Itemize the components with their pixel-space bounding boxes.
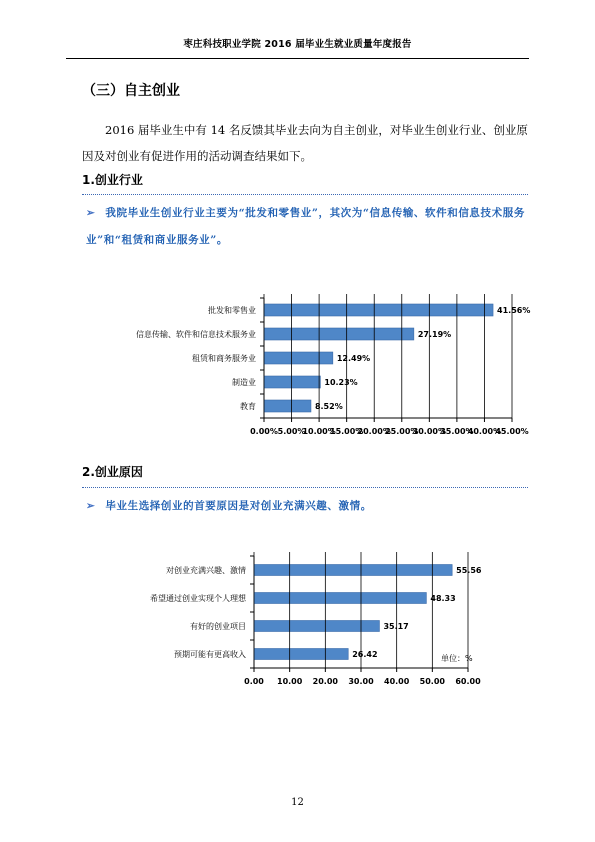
category-label: 批发和零售业 bbox=[208, 306, 256, 315]
bar bbox=[264, 376, 320, 388]
category-label: 租赁和商务服务业 bbox=[192, 354, 256, 363]
reason-bar-chart bbox=[150, 552, 482, 686]
tick-label: 40.00 bbox=[384, 677, 410, 686]
part1-title: 1.创业行业 bbox=[82, 173, 143, 187]
part2-title: 2.创业原因 bbox=[82, 465, 143, 479]
industry-bar-chart bbox=[136, 294, 530, 436]
tick-label: 20.00% bbox=[357, 427, 391, 436]
bar bbox=[254, 593, 426, 604]
bar bbox=[264, 400, 311, 412]
category-label: 信息传输、软件和信息技术服务业 bbox=[136, 330, 256, 339]
tick-label: 60.00 bbox=[455, 677, 481, 686]
category-label: 预期可能有更高收入 bbox=[174, 650, 246, 659]
data-label: 48.33 bbox=[430, 594, 456, 603]
data-label: 27.19% bbox=[417, 330, 452, 339]
bar bbox=[264, 328, 414, 340]
tick-label: 15.00% bbox=[330, 427, 364, 436]
arrow-bullet-icon: ➢ bbox=[86, 207, 96, 219]
tick-label: 30.00 bbox=[348, 677, 374, 686]
data-label: 55.56 bbox=[456, 566, 482, 575]
unit-label: 单位：% bbox=[441, 654, 473, 663]
tick-label: 50.00 bbox=[419, 677, 445, 686]
bar bbox=[264, 352, 333, 364]
data-label: 35.17 bbox=[383, 622, 409, 631]
tick-label: 35.00% bbox=[440, 427, 474, 436]
bar bbox=[264, 304, 493, 316]
data-label: 8.52% bbox=[314, 402, 343, 411]
tick-label: 20.00 bbox=[312, 677, 338, 686]
tick-label: 0.00 bbox=[244, 677, 264, 686]
data-label: 10.23% bbox=[324, 378, 358, 387]
part1-note-text: 我院毕业生创业行业主要为“批发和零售业”，其次为“信息传输、软件和信息技术服务业”和“租赁和商业服务业”。 bbox=[86, 207, 525, 246]
section-title: （三）自主创业 bbox=[82, 83, 180, 99]
bar bbox=[254, 649, 348, 660]
data-label: 41.56% bbox=[497, 306, 531, 315]
category-label: 有好的创业项目 bbox=[190, 622, 246, 631]
tick-label: 10.00% bbox=[302, 427, 336, 436]
data-label: 12.49% bbox=[336, 354, 371, 363]
page-number: 12 bbox=[291, 797, 304, 808]
tick-label: 0.00% bbox=[250, 427, 278, 436]
category-label: 希望通过创业实现个人理想 bbox=[150, 594, 246, 603]
tick-label: 25.00% bbox=[385, 427, 419, 436]
part2-note-text: 毕业生选择创业的首要原因是对创业充满兴趣、激情。 bbox=[105, 500, 372, 512]
category-label: 教育 bbox=[240, 402, 256, 411]
category-label: 对创业充满兴趣、激情 bbox=[166, 566, 246, 575]
tick-label: 45.00% bbox=[495, 427, 529, 436]
tick-label: 5.00% bbox=[277, 427, 306, 436]
category-label: 制造业 bbox=[232, 378, 256, 387]
page-header: 枣庄科技职业学院 2016 届毕业生就业质量年度报告 bbox=[183, 39, 412, 50]
bar bbox=[254, 565, 452, 576]
tick-label: 10.00 bbox=[277, 677, 303, 686]
intro-paragraph: 2016 届毕业生中有 14 名反馈其毕业去向为自主创业，对毕业生创业行业、创业原因及对创业有促进作用的活动调查结果如下。 bbox=[82, 123, 528, 163]
tick-label: 30.00% bbox=[412, 427, 446, 436]
tick-label: 40.00% bbox=[467, 427, 502, 436]
arrow-bullet-icon: ➢ bbox=[86, 500, 96, 512]
data-label: 26.42 bbox=[352, 650, 378, 659]
